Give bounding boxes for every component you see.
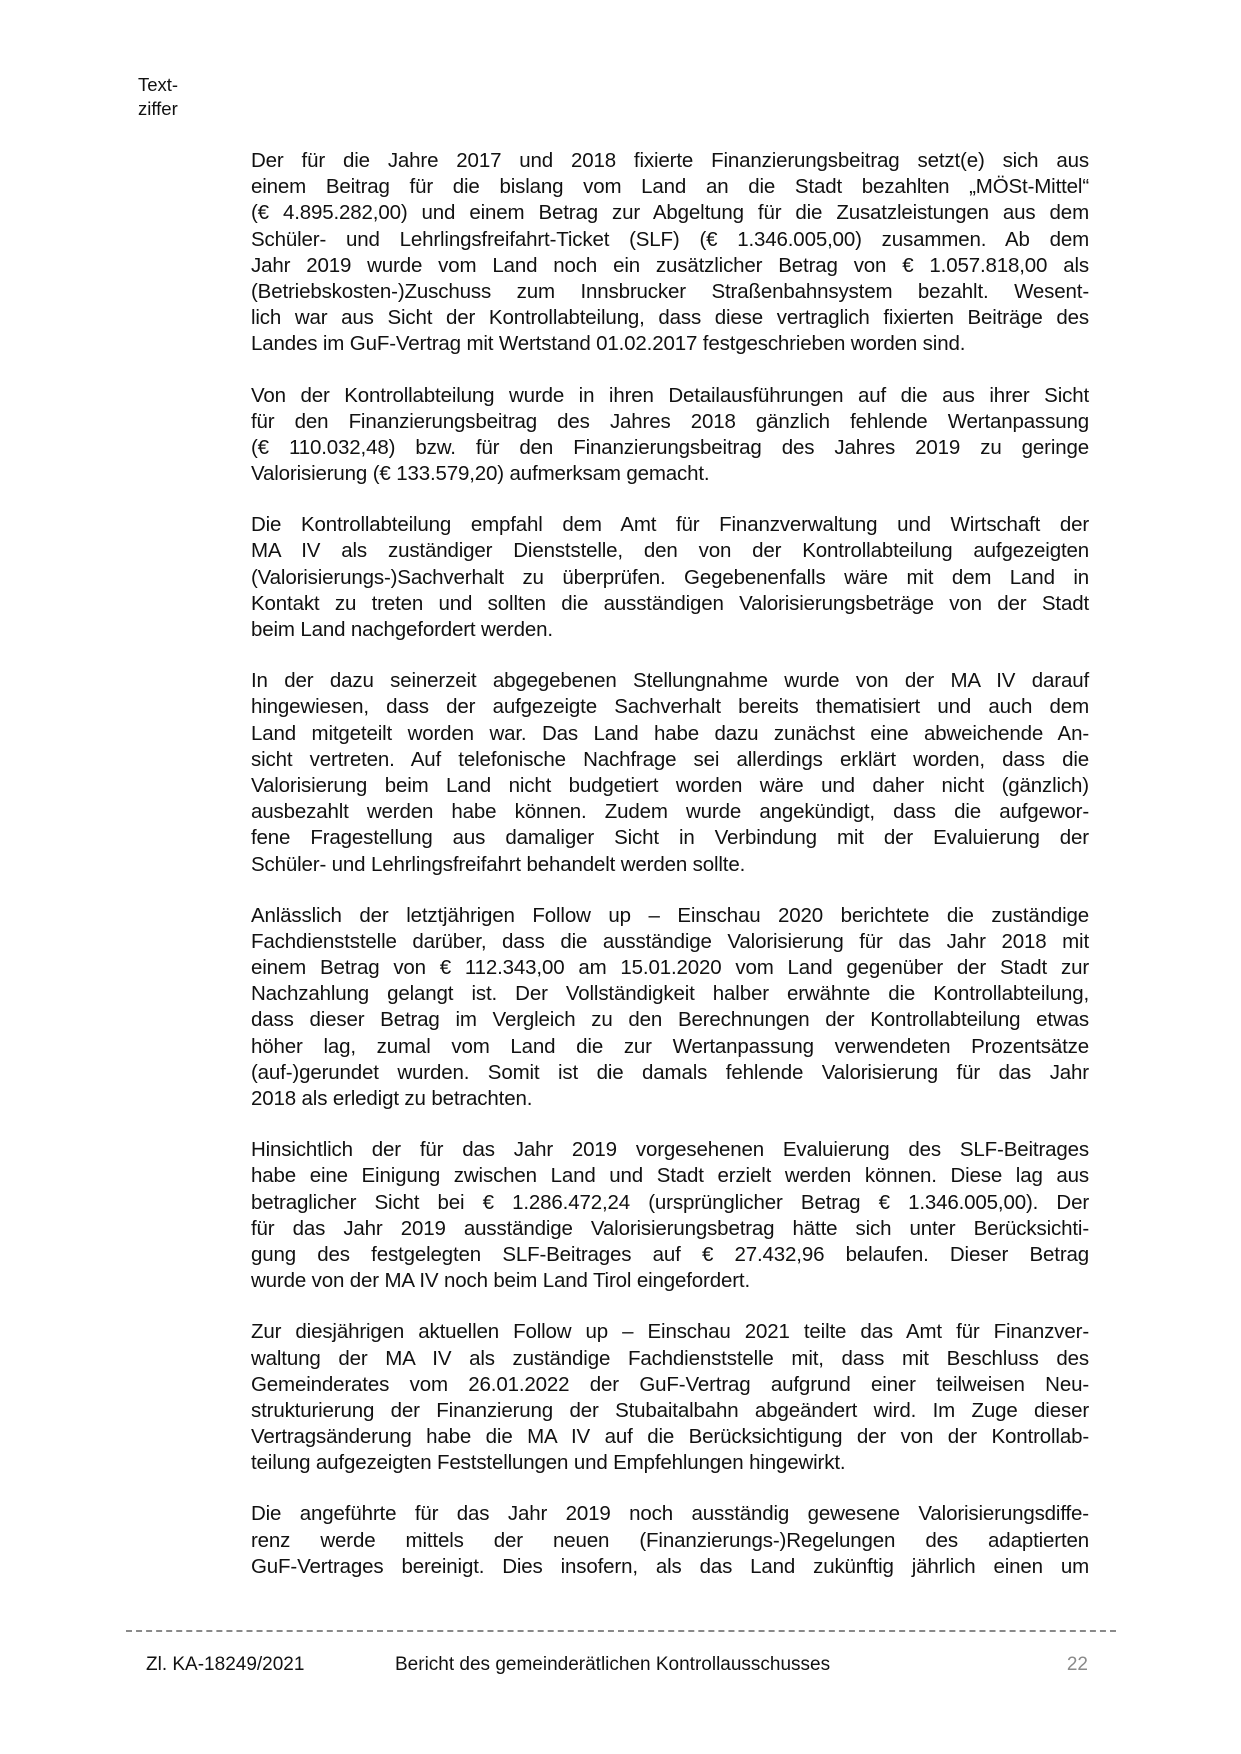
text-line: Nachzahlung gelangt ist. Der Vollständigkeit halber erwähnte die Kontrollabteilung, (251, 982, 1089, 1006)
text-line: Valorisierung beim Land nicht budgetiert worden wäre und daher nicht (gänzlich) (251, 773, 1089, 797)
page-number: 22 (1066, 1654, 1088, 1675)
paragraph-4 (251, 668, 1089, 878)
text-line: (auf-)gerundet wurden. Somit ist die damals fehlende Valorisierung für das Jahr (251, 1060, 1089, 1084)
text-line: wurde von der MA IV noch beim Land Tirol eingefordert. (251, 1269, 750, 1293)
paragraph-5 (251, 903, 1089, 1113)
text-line: Jahr 2019 wurde vom Land noch ein zusätzlicher Betrag von € 1.057.818,00 als (251, 253, 1089, 277)
text-line: Die angeführte für das Jahr 2019 noch ausständig gewesene Valorisierungsdiffe- (251, 1502, 1089, 1526)
text-line: Valorisierung (€ 133.579,20) aufmerksam gemacht. (251, 462, 710, 486)
document-body (251, 148, 1089, 1605)
text-line: Kontakt zu treten und sollten die ausständigen Valorisierungsbeträge von der Stadt (251, 591, 1089, 615)
footer-divider (126, 1630, 1116, 1632)
text-line: (€ 4.895.282,00) und einem Betrag zur Abgeltung für die Zusatzleistungen aus dem (251, 201, 1089, 225)
text-line: 2018 als erledigt zu betrachten. (251, 1087, 533, 1110)
text-line: beim Land nachgefordert werden. (251, 618, 553, 641)
page-footer (146, 1652, 1088, 1678)
text-line: Schüler- und Lehrlingsfreifahrt behandelt werden sollte. (251, 852, 746, 876)
text-line: Der für die Jahre 2017 und 2018 fixierte Finanzierungsbeitrag setzt(e) sich aus (251, 149, 1089, 172)
margin-label-line-1: Text- (138, 74, 179, 95)
text-line: Von der Kontrollabteilung wurde in ihren Detailausführungen auf die aus ihrer Sicht (251, 383, 1089, 407)
paragraph-7 (251, 1319, 1089, 1476)
text-line: Landes im GuF-Vertrag mit Wertstand 01.02.2017 festgeschrieben worden sind. (251, 332, 966, 356)
paragraph-6 (251, 1137, 1089, 1294)
text-line: Fachdienststelle darüber, dass die ausständige Valorisierung für das Jahr 2018 mit (251, 929, 1089, 953)
text-line: GuF-Vertrages bereinigt. Dies insofern, als das Land zukünftig jährlich einen um (251, 1554, 1089, 1578)
paragraph-8 (251, 1501, 1089, 1580)
text-line: (Valorisierungs-)Sachverhalt zu überprüfen. Gegebenenfalls wäre mit dem Land in (251, 565, 1089, 589)
text-line: Gemeinderates vom 26.01.2022 der GuF-Vertrag aufgrund einer teilweisen Neu- (251, 1372, 1089, 1396)
document-reference: Zl. KA-18249/2021 (146, 1654, 305, 1675)
margin-label-textziffer (138, 73, 178, 121)
text-line: betraglicher Sicht bei € 1.286.472,24 (ursprünglicher Betrag € 1.346.005,00). Der (251, 1190, 1089, 1214)
text-line: lich war aus Sicht der Kontrollabteilung, dass diese vertraglich fixierten Beiträge des (251, 306, 1089, 330)
text-line: sicht vertreten. Auf telefonische Nachfrage sei allerdings erklärt worden, dass die (251, 747, 1089, 771)
text-line: (€ 110.032,48) bzw. für den Finanzierungsbeitrag des Jahres 2019 zu geringe (251, 435, 1089, 459)
text-line: einem Beitrag für die bislang vom Land an die Stadt bezahlten „MÖSt-Mittel“ (251, 175, 1089, 199)
text-line: teilung aufgezeigten Feststellungen und Empfehlungen hingewirkt. (251, 1451, 846, 1475)
text-line: für das Jahr 2019 ausständige Valorisierungsbetrag hätte sich unter Berücksichti- (251, 1216, 1089, 1240)
text-line: höher lag, zumal vom Land die zur Wertanpassung verwendeten Prozentsätze (251, 1034, 1089, 1058)
text-line: waltung der MA IV als zuständige Fachdienststelle mit, dass mit Beschluss des (251, 1346, 1089, 1370)
text-line: Hinsichtlich der für das Jahr 2019 vorgesehenen Evaluierung des SLF-Beitrages (251, 1138, 1089, 1162)
text-line: strukturierung der Finanzierung der Stubaitalbahn abgeändert wird. Im Zuge dieser (251, 1398, 1089, 1422)
text-line: Die Kontrollabteilung empfahl dem Amt für Finanzverwaltung und Wirtschaft der (251, 513, 1089, 537)
paragraph-2 (251, 383, 1089, 488)
text-line: für den Finanzierungsbeitrag des Jahres 2018 gänzlich fehlende Wertanpassung (251, 409, 1089, 433)
text-line: Land mitgeteilt worden war. Das Land habe dazu zunächst eine abweichende An- (251, 721, 1089, 745)
text-line: dass dieser Betrag im Vergleich zu den Berechnungen der Kontrollabteilung etwas (251, 1008, 1089, 1032)
text-line: (Betriebskosten-)Zuschuss zum Innsbrucker Straßenbahnsystem bezahlt. Wesent- (251, 279, 1089, 303)
paragraph-3 (251, 512, 1089, 643)
text-line: gung des festgelegten SLF-Beitrages auf € 27.432,96 belaufen. Dieser Betrag (251, 1242, 1089, 1266)
text-line: ausbezahlt werden habe können. Zudem wurde angekündigt, dass die aufgewor- (251, 800, 1089, 824)
text-line: einem Betrag von € 112.343,00 am 15.01.2020 vom Land gegenüber der Stadt zur (251, 956, 1089, 980)
text-line: In der dazu seinerzeit abgegebenen Stellungnahme wurde von der MA IV darauf (251, 669, 1089, 693)
text-line: Zur diesjährigen aktuellen Follow up – Einschau 2021 teilte das Amt für Finanzver- (251, 1320, 1089, 1344)
margin-label-line-2: ziffer (138, 98, 178, 119)
paragraph-1 (251, 148, 1089, 358)
text-line: Anlässlich der letztjährigen Follow up – Einschau 2020 berichtete die zuständige (251, 903, 1089, 927)
text-line: Vertragsänderung habe die MA IV auf die Berücksichtigung der von der Kontrollab- (251, 1425, 1089, 1449)
text-line: habe eine Einigung zwischen Land und Stadt erzielt werden können. Diese lag aus (251, 1164, 1089, 1188)
text-line: renz werde mittels der neuen (Finanzierungs-)Regelungen des adaptierten (251, 1528, 1089, 1552)
report-title: Bericht des gemeinderätlichen Kontrollausschusses (395, 1654, 831, 1675)
text-line: Schüler- und Lehrlingsfreifahrt-Ticket (SLF) (€ 1.346.005,00) zusammen. Ab dem (251, 227, 1089, 251)
text-line: hingewiesen, dass der aufgezeigte Sachverhalt bereits thematisiert und auch dem (251, 695, 1089, 719)
text-line: MA IV als zuständiger Dienststelle, den von der Kontrollabteilung aufgezeigten (251, 539, 1089, 563)
text-line: fene Fragestellung aus damaliger Sicht in Verbindung mit der Evaluierung der (251, 826, 1089, 850)
